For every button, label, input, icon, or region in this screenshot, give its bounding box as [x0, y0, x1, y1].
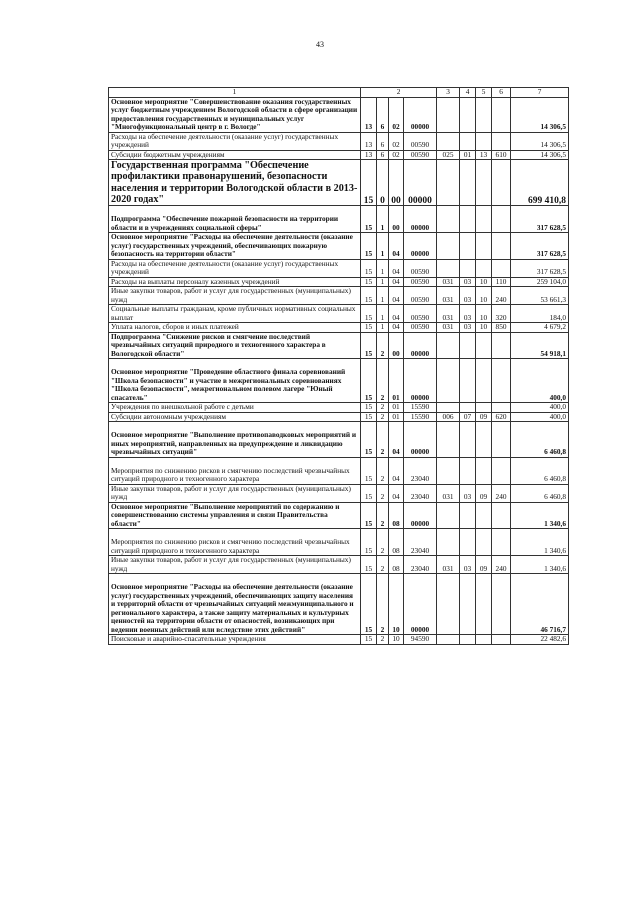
- row-subsection-code: 13: [476, 150, 492, 160]
- row-section-code: [460, 97, 476, 132]
- table-row: [109, 403, 569, 413]
- row-section-code: [460, 259, 476, 277]
- row-expense-type-code: [492, 574, 511, 635]
- row-department-code: 031: [437, 323, 460, 333]
- row-department-code: [437, 529, 460, 556]
- row-program-code: 15: [361, 359, 377, 403]
- row-department-code: 031: [437, 305, 460, 323]
- row-activity-code: 04: [389, 305, 404, 323]
- table-row: [109, 502, 569, 529]
- row-subsection-code: 10: [476, 277, 492, 287]
- row-section-code: [460, 635, 476, 645]
- row-amount: 22 482,6: [511, 635, 569, 645]
- row-subprogram-code: 2: [377, 422, 389, 458]
- row-expense-type-code: [492, 97, 511, 132]
- header-col-7: 7: [511, 88, 569, 98]
- row-description: Расходы на обеспечение деятельности (оказание услуг) государственных учреждений: [109, 132, 361, 150]
- row-department-code: 031: [437, 484, 460, 502]
- row-subprogram-code: 2: [377, 502, 389, 529]
- table-row: [109, 556, 569, 574]
- table-row: [109, 484, 569, 502]
- row-section-code: 03: [460, 556, 476, 574]
- row-description: Уплата налогов, сборов и иных платежей: [109, 323, 361, 333]
- row-program-code: 15: [361, 574, 377, 635]
- row-description: Иные закупки товаров, работ и услуг для государственных (муниципальных) нужд: [109, 484, 361, 502]
- row-section-code: 03: [460, 305, 476, 323]
- row-expense-type-code: [492, 635, 511, 645]
- table-row: [109, 635, 569, 645]
- row-subprogram-code: 1: [377, 277, 389, 287]
- row-program-code: 15: [361, 422, 377, 458]
- row-department-code: 031: [437, 556, 460, 574]
- row-direction-code: 23040: [404, 457, 437, 484]
- table-row: [109, 277, 569, 287]
- row-direction-code: 00000: [404, 574, 437, 635]
- row-description: Социальные выплаты гражданам, кроме публичных нормативных социальных выплат: [109, 305, 361, 323]
- row-direction-code: 00590: [404, 287, 437, 305]
- row-amount: 184,0: [511, 305, 569, 323]
- row-description: Подпрограмма "Снижение рисков и смягчение последствий чрезвычайных ситуаций природного и техногенного характера в Вологодской области": [109, 332, 361, 359]
- row-description: Расходы на выплаты персоналу казенных учреждений: [109, 277, 361, 287]
- row-subprogram-code: 2: [377, 484, 389, 502]
- row-subprogram-code: 1: [377, 287, 389, 305]
- table-row: [109, 150, 569, 160]
- row-section-code: 07: [460, 412, 476, 422]
- row-subprogram-code: 2: [377, 556, 389, 574]
- row-direction-code: 00000: [404, 160, 437, 206]
- row-program-code: 15: [361, 160, 377, 206]
- row-direction-code: 00000: [404, 332, 437, 359]
- row-amount: 400,0: [511, 403, 569, 413]
- row-program-code: 15: [361, 305, 377, 323]
- row-subprogram-code: 6: [377, 132, 389, 150]
- row-department-code: [437, 233, 460, 260]
- row-department-code: [437, 259, 460, 277]
- row-direction-code: 00590: [404, 150, 437, 160]
- row-department-code: [437, 332, 460, 359]
- row-subsection-code: [476, 359, 492, 403]
- row-section-code: [460, 502, 476, 529]
- table-row: [109, 359, 569, 403]
- row-direction-code: 15590: [404, 403, 437, 413]
- row-program-code: 15: [361, 277, 377, 287]
- row-expense-type-code: [492, 332, 511, 359]
- row-description: Подпрограмма "Обеспечение пожарной безопасности на территории области и в учреждениях социальной сферы": [109, 206, 361, 233]
- row-activity-code: 00: [389, 160, 404, 206]
- row-description: Основное мероприятие "Выполнение мероприятий по содержанию и совершенствованию системы управления и связи Правительства области": [109, 502, 361, 529]
- row-amount: 6 460,8: [511, 457, 569, 484]
- table-row: [109, 305, 569, 323]
- header-col-5: 5: [476, 88, 492, 98]
- row-expense-type-code: [492, 529, 511, 556]
- row-expense-type-code: 320: [492, 305, 511, 323]
- row-amount: 14 306,5: [511, 97, 569, 132]
- row-subprogram-code: 0: [377, 160, 389, 206]
- row-program-code: 15: [361, 412, 377, 422]
- row-subsection-code: [476, 502, 492, 529]
- row-subsection-code: [476, 206, 492, 233]
- row-activity-code: 02: [389, 132, 404, 150]
- row-subsection-code: 10: [476, 305, 492, 323]
- row-activity-code: 04: [389, 422, 404, 458]
- row-amount: 317 628,5: [511, 206, 569, 233]
- row-activity-code: 01: [389, 403, 404, 413]
- row-subsection-code: [476, 403, 492, 413]
- row-subsection-code: [476, 457, 492, 484]
- row-amount: 1 340,6: [511, 502, 569, 529]
- row-activity-code: 04: [389, 259, 404, 277]
- row-description: Поисковые и аварийно-спасательные учреждения: [109, 635, 361, 645]
- row-subsection-code: 09: [476, 484, 492, 502]
- row-program-code: 13: [361, 97, 377, 132]
- row-section-code: [460, 233, 476, 260]
- row-department-code: [437, 97, 460, 132]
- row-expense-type-code: 610: [492, 150, 511, 160]
- row-expense-type-code: [492, 132, 511, 150]
- row-expense-type-code: [492, 206, 511, 233]
- row-expense-type-code: 850: [492, 323, 511, 333]
- row-subsection-code: 10: [476, 323, 492, 333]
- row-direction-code: 00590: [404, 132, 437, 150]
- row-description: Расходы на обеспечение деятельности (оказание услуг) государственных учреждений: [109, 259, 361, 277]
- row-amount: 1 340,6: [511, 529, 569, 556]
- row-activity-code: 04: [389, 233, 404, 260]
- page-number: 43: [316, 40, 324, 49]
- row-program-code: 15: [361, 259, 377, 277]
- row-activity-code: 01: [389, 412, 404, 422]
- row-subprogram-code: 1: [377, 259, 389, 277]
- header-col-3: 3: [437, 88, 460, 98]
- row-department-code: [437, 457, 460, 484]
- row-program-code: 15: [361, 287, 377, 305]
- row-subsection-code: [476, 529, 492, 556]
- row-description: Основное мероприятие "Выполнение противопаводковых мероприятий и иных мероприятий, направленных на предупреждение и ликвидацию чрезвычайных ситуаций": [109, 422, 361, 458]
- row-amount: 6 460,8: [511, 484, 569, 502]
- row-expense-type-code: 240: [492, 556, 511, 574]
- row-subprogram-code: 2: [377, 457, 389, 484]
- row-amount: 14 306,5: [511, 150, 569, 160]
- row-amount: 1 340,6: [511, 556, 569, 574]
- row-description: Субсидии автономным учреждениям: [109, 412, 361, 422]
- row-section-code: [460, 160, 476, 206]
- row-activity-code: 04: [389, 287, 404, 305]
- row-direction-code: 94590: [404, 635, 437, 645]
- row-expense-type-code: [492, 259, 511, 277]
- row-section-code: 03: [460, 484, 476, 502]
- row-section-code: [460, 574, 476, 635]
- row-amount: 54 918,1: [511, 332, 569, 359]
- table-header-row: [109, 88, 569, 98]
- row-department-code: [437, 574, 460, 635]
- row-description: Основное мероприятие "Расходы на обеспечение деятельности (оказание услуг) государственных учреждений, обеспечивающих защиту населения и территорий области от чрезвычайных ситуаций межмуниципального и регионального характера, а также защиту материальных и культурных ценностей на территории области от опасностей, возникающих при ведении военных действий или вследствие этих действий": [109, 574, 361, 635]
- row-amount: 46 716,7: [511, 574, 569, 635]
- header-col-6: 6: [492, 88, 511, 98]
- row-activity-code: 08: [389, 502, 404, 529]
- row-department-code: 031: [437, 277, 460, 287]
- row-activity-code: 00: [389, 332, 404, 359]
- row-expense-type-code: 240: [492, 484, 511, 502]
- row-section-code: 01: [460, 150, 476, 160]
- row-description: Основное мероприятие "Совершенствование оказания государственных услуг бюджетным учреждением Вологодской области в сфере организации предоставления государственных и муниципальных услуг "Многофункциональный центр в г. Вологде": [109, 97, 361, 132]
- row-subsection-code: [476, 259, 492, 277]
- table-row: [109, 259, 569, 277]
- header-col-4: 4: [460, 88, 476, 98]
- row-subsection-code: 09: [476, 412, 492, 422]
- table-row: [109, 332, 569, 359]
- row-department-code: [437, 635, 460, 645]
- row-activity-code: 04: [389, 323, 404, 333]
- row-expense-type-code: [492, 422, 511, 458]
- budget-table: [108, 87, 569, 645]
- row-activity-code: 10: [389, 574, 404, 635]
- table-row: [109, 97, 569, 132]
- row-description: Основное мероприятие "Проведение областного финала соревнований "Школа безопасности" и участие в межрегиональных соревнованиях "Школа безопасности", межрегиональном полевом лагере "Юный спасатель": [109, 359, 361, 403]
- row-program-code: 15: [361, 233, 377, 260]
- row-activity-code: 02: [389, 150, 404, 160]
- row-subprogram-code: 2: [377, 635, 389, 645]
- row-program-code: 15: [361, 332, 377, 359]
- table-row: [109, 529, 569, 556]
- row-section-code: 03: [460, 323, 476, 333]
- row-program-code: 13: [361, 150, 377, 160]
- row-activity-code: 00: [389, 206, 404, 233]
- row-department-code: [437, 403, 460, 413]
- row-expense-type-code: 240: [492, 287, 511, 305]
- table-row: [109, 412, 569, 422]
- table-row: [109, 233, 569, 260]
- header-col-1: 1: [109, 88, 361, 98]
- row-program-code: 13: [361, 132, 377, 150]
- row-expense-type-code: [492, 233, 511, 260]
- row-amount: 317 628,5: [511, 233, 569, 260]
- row-direction-code: 23040: [404, 556, 437, 574]
- table-row: [109, 323, 569, 333]
- row-amount: 400,0: [511, 359, 569, 403]
- header-col-2: 2: [361, 88, 437, 98]
- row-expense-type-code: 620: [492, 412, 511, 422]
- row-subsection-code: [476, 160, 492, 206]
- row-program-code: 15: [361, 484, 377, 502]
- row-amount: 699 410,8: [511, 160, 569, 206]
- row-amount: 317 628,5: [511, 259, 569, 277]
- table-row: [109, 160, 569, 206]
- row-subprogram-code: 1: [377, 305, 389, 323]
- row-activity-code: 10: [389, 635, 404, 645]
- row-direction-code: 23040: [404, 529, 437, 556]
- row-subsection-code: [476, 97, 492, 132]
- row-subsection-code: 09: [476, 556, 492, 574]
- row-activity-code: 04: [389, 457, 404, 484]
- row-activity-code: 01: [389, 359, 404, 403]
- row-amount: 4 679,2: [511, 323, 569, 333]
- row-subsection-code: [476, 332, 492, 359]
- row-program-code: 15: [361, 635, 377, 645]
- row-department-code: [437, 422, 460, 458]
- row-subsection-code: [476, 635, 492, 645]
- row-expense-type-code: [492, 359, 511, 403]
- row-amount: 6 460,8: [511, 422, 569, 458]
- row-section-code: [460, 403, 476, 413]
- row-description: Государственная программа "Обеспечение профилактики правонарушений, безопасности населения и территории Вологодской области в 2013-2020 годах": [109, 160, 361, 206]
- row-direction-code: 00000: [404, 502, 437, 529]
- row-expense-type-code: [492, 502, 511, 529]
- row-subprogram-code: 2: [377, 529, 389, 556]
- row-amount: 259 104,0: [511, 277, 569, 287]
- row-description: Мероприятия по снижению рисков и смягчению последствий чрезвычайных ситуаций природного и техногенного характера: [109, 457, 361, 484]
- row-program-code: 15: [361, 457, 377, 484]
- row-subsection-code: 10: [476, 287, 492, 305]
- row-direction-code: 00000: [404, 97, 437, 132]
- row-activity-code: 08: [389, 529, 404, 556]
- row-department-code: 006: [437, 412, 460, 422]
- row-section-code: 03: [460, 277, 476, 287]
- row-direction-code: 00000: [404, 359, 437, 403]
- row-section-code: [460, 359, 476, 403]
- table-row: [109, 422, 569, 458]
- row-section-code: 03: [460, 287, 476, 305]
- row-program-code: 15: [361, 206, 377, 233]
- row-direction-code: 00590: [404, 259, 437, 277]
- row-department-code: 025: [437, 150, 460, 160]
- row-activity-code: 08: [389, 556, 404, 574]
- row-subprogram-code: 2: [377, 412, 389, 422]
- row-amount: 400,0: [511, 412, 569, 422]
- row-section-code: [460, 422, 476, 458]
- row-subprogram-code: 2: [377, 574, 389, 635]
- row-direction-code: 00000: [404, 422, 437, 458]
- table-row: [109, 457, 569, 484]
- row-amount: 53 661,3: [511, 287, 569, 305]
- row-section-code: [460, 457, 476, 484]
- row-direction-code: 00000: [404, 206, 437, 233]
- row-description: Иные закупки товаров, работ и услуг для государственных (муниципальных) нужд: [109, 287, 361, 305]
- row-program-code: 15: [361, 403, 377, 413]
- row-program-code: 15: [361, 529, 377, 556]
- row-description: Иные закупки товаров, работ и услуг для государственных (муниципальных) нужд: [109, 556, 361, 574]
- row-program-code: 15: [361, 556, 377, 574]
- row-direction-code: 23040: [404, 484, 437, 502]
- row-section-code: [460, 332, 476, 359]
- table-row: [109, 574, 569, 635]
- table-row: [109, 206, 569, 233]
- row-description: Учреждения по внешкольной работе с детьми: [109, 403, 361, 413]
- row-section-code: [460, 529, 476, 556]
- row-subsection-code: [476, 574, 492, 635]
- row-program-code: 15: [361, 502, 377, 529]
- row-expense-type-code: [492, 403, 511, 413]
- row-subsection-code: [476, 132, 492, 150]
- row-direction-code: 00590: [404, 305, 437, 323]
- row-direction-code: 15590: [404, 412, 437, 422]
- row-section-code: [460, 206, 476, 233]
- row-department-code: [437, 206, 460, 233]
- row-expense-type-code: 110: [492, 277, 511, 287]
- row-subprogram-code: 2: [377, 359, 389, 403]
- row-expense-type-code: [492, 457, 511, 484]
- row-description: Мероприятия по снижению рисков и смягчению последствий чрезвычайных ситуаций природного и техногенного характера: [109, 529, 361, 556]
- row-program-code: 15: [361, 323, 377, 333]
- row-direction-code: 00000: [404, 233, 437, 260]
- row-subprogram-code: 1: [377, 206, 389, 233]
- row-subprogram-code: 2: [377, 332, 389, 359]
- row-subprogram-code: 6: [377, 150, 389, 160]
- row-department-code: [437, 502, 460, 529]
- row-department-code: [437, 160, 460, 206]
- row-subprogram-code: 2: [377, 403, 389, 413]
- row-expense-type-code: [492, 160, 511, 206]
- table-row: [109, 132, 569, 150]
- row-description: Субсидии бюджетным учреждениям: [109, 150, 361, 160]
- row-direction-code: 00590: [404, 277, 437, 287]
- row-direction-code: 00590: [404, 323, 437, 333]
- row-subsection-code: [476, 422, 492, 458]
- row-activity-code: 04: [389, 484, 404, 502]
- row-activity-code: 02: [389, 97, 404, 132]
- row-subprogram-code: 1: [377, 323, 389, 333]
- row-department-code: 031: [437, 287, 460, 305]
- row-amount: 14 306,5: [511, 132, 569, 150]
- row-subsection-code: [476, 233, 492, 260]
- row-section-code: [460, 132, 476, 150]
- table-row: [109, 287, 569, 305]
- row-department-code: [437, 132, 460, 150]
- row-department-code: [437, 359, 460, 403]
- row-subprogram-code: 6: [377, 97, 389, 132]
- row-activity-code: 04: [389, 277, 404, 287]
- row-subprogram-code: 1: [377, 233, 389, 260]
- row-description: Основное мероприятие "Расходы на обеспечение деятельности (оказание услуг) государственных учреждений, обеспечивающих пожарную безопасность на территории области": [109, 233, 361, 260]
